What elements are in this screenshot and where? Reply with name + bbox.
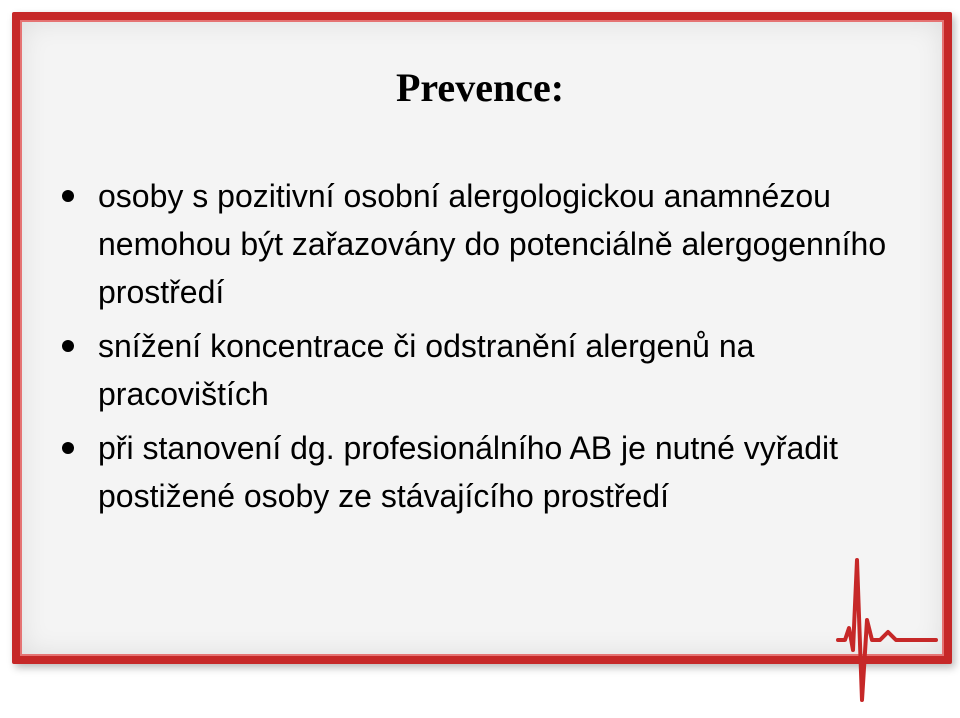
bullet-dot-icon bbox=[62, 442, 74, 454]
bullet-text: při stanovení dg. profesionálního AB je nutné vyřadit postižené osoby ze stávajícího prostředí bbox=[98, 430, 839, 514]
bullet-dot-icon bbox=[62, 190, 74, 202]
bullet-dot-icon bbox=[62, 340, 74, 352]
bullet-item bbox=[60, 172, 890, 316]
bullet-text: osoby s pozitivní osobní alergologickou anamnézou nemohou být zařazovány do potenciálně alergogenního prostředí bbox=[98, 178, 887, 310]
bullet-item bbox=[60, 424, 890, 520]
bullet-text: snížení koncentrace či odstranění alergenů na pracovištích bbox=[98, 328, 755, 412]
slide-title bbox=[0, 64, 960, 111]
bullet-list bbox=[60, 172, 890, 526]
bullet-item bbox=[60, 322, 890, 418]
slide-title-text: Prevence: bbox=[395, 65, 565, 110]
